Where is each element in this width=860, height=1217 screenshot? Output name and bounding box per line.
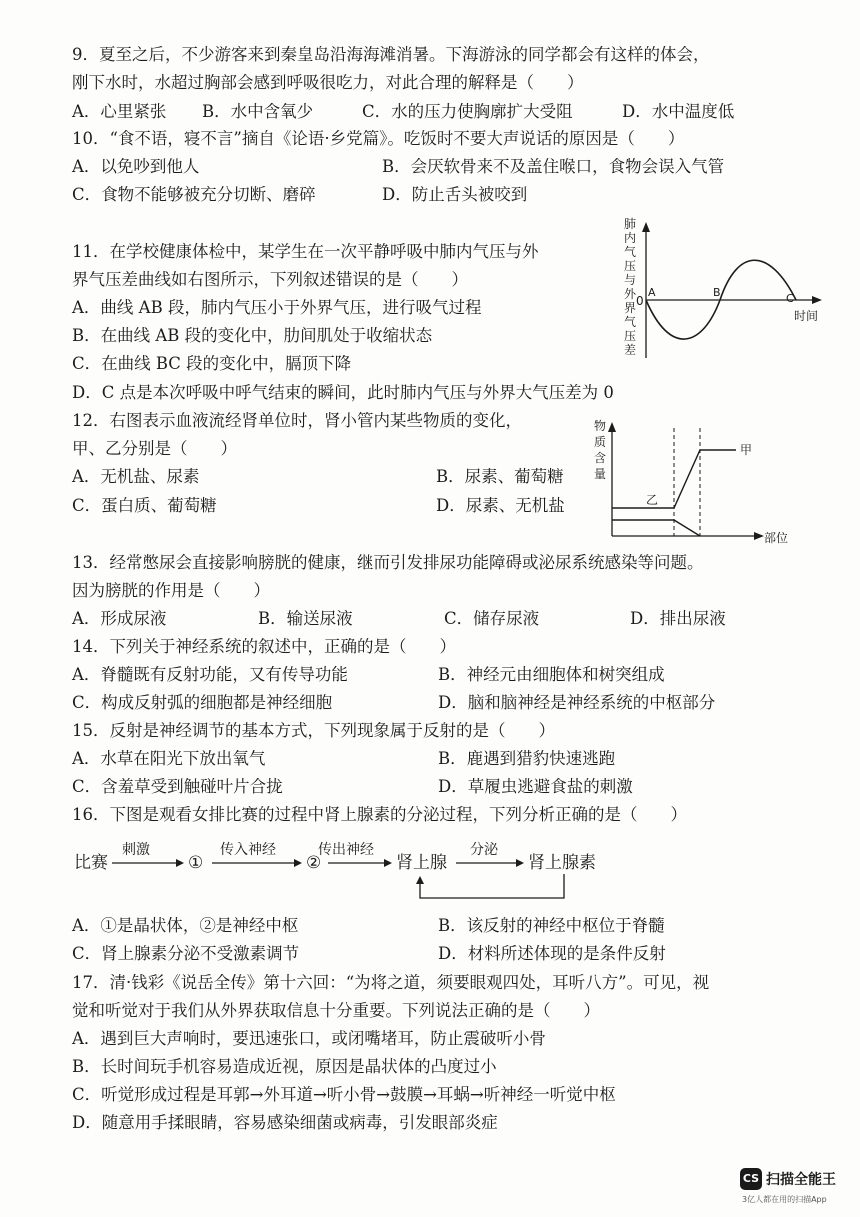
scanner-app-name: 扫描全能王 — [766, 1172, 836, 1188]
q14-stem: 14．下列关于神经系统的叙述中，正确的是（ ） — [72, 637, 456, 656]
q12-ylabel-c2: 质 — [594, 435, 607, 449]
q12-label-jia: 甲 — [740, 443, 753, 457]
q11-point-a: A — [648, 286, 656, 299]
q17-stem-line1: 17．清·钱彩《说岳全传》第十六回：“为将之道，须要眼观四处，耳听八方”。可见，视 — [72, 973, 710, 992]
q11-pressure-chart — [610, 208, 830, 368]
q10-option-b: B．会厌软骨来不及盖住喉口，食物会误入气管 — [382, 157, 725, 176]
q10-option-d: D．防止舌头被咬到 — [382, 185, 528, 204]
q9-option-c: C．水的压力使胸廓扩大受阻 — [362, 102, 573, 121]
flow-stimulus-label: 刺激 — [122, 842, 150, 858]
q16-option-a: A．①是晶状体，②是神经中枢 — [72, 916, 299, 935]
q16-option-b: B．该反射的神经中枢位于脊髓 — [438, 916, 665, 935]
q11-zero-label: 0 — [636, 294, 644, 308]
q14-option-c: C．构成反射弧的细胞都是神经细胞 — [72, 693, 333, 712]
q13-stem-line2: 因为膀胱的作用是（ ） — [72, 581, 270, 600]
q15-option-c: C．含羞草受到触碰叶片合拢 — [72, 777, 283, 796]
q13-option-b: B．输送尿液 — [258, 609, 353, 628]
flow-arrowhead-2 — [294, 859, 302, 867]
q12-option-a: A．无机盐、尿素 — [72, 467, 200, 486]
q9-option-d: D．水中温度低 — [622, 102, 735, 121]
q14-option-a: A．脊髓既有反射功能，又有传导功能 — [72, 665, 348, 684]
q12-option-b: B．尿素、葡萄糖 — [436, 467, 564, 486]
scanner-tagline: 3亿人都在用的扫描App — [742, 1195, 827, 1204]
q12-kidney-chart — [588, 412, 810, 552]
q11-xlabel: 时间 — [794, 309, 819, 323]
q16-stem: 16．下图是观看女排比赛的过程中肾上腺素的分泌过程，下列分析正确的是（ ） — [72, 805, 687, 824]
q11-option-d: D．C 点是本次呼吸中呼气结束的瞬间，此时肺内气压与外界大气压差为 0 — [72, 383, 614, 402]
q11-stem-line2: 界气压差曲线如右图所示，下列叙述错误的是（ ） — [72, 270, 468, 289]
q9-stem-line2: 刚下水时，水超过胸部会感到呼吸很吃力，对此合理的解释是（ ） — [72, 73, 584, 92]
flow-arrowhead-1 — [176, 859, 184, 867]
q12-xlabel: 部位 — [764, 531, 789, 545]
q12-series-yi — [612, 520, 700, 536]
q10-option-c: C．食物不能够被充分切断、磨碎 — [72, 185, 316, 204]
scanner-watermark — [740, 1168, 850, 1208]
q17-option-a: A．遇到巨大声响时，要迅速张口，或闭嘴堵耳，防止震破听小骨 — [72, 1029, 546, 1048]
q15-option-d: D．草履虫逃避食盐的刺激 — [438, 777, 633, 796]
q12-stem-line2: 甲、乙分别是（ ） — [72, 439, 237, 458]
q14-option-b: B．神经元由细胞体和树突组成 — [438, 665, 665, 684]
flow-afferent-label: 传入神经 — [220, 842, 276, 858]
q13-stem-line1: 13．经常憋尿会直接影响膀胱的健康，继而引发排尿功能障碍或泌尿系统感染等问题。 — [72, 553, 704, 572]
flow-efferent-label: 传出神经 — [318, 842, 374, 858]
q17-option-b: B．长时间玩手机容易造成近视，原因是晶状体的凸度过小 — [72, 1057, 497, 1076]
q17-stem-line2: 觉和听觉对于我们从外界获取信息十分重要。下列说法正确的是（ ） — [72, 1001, 600, 1020]
q11-ylabel-c8: 气 — [624, 315, 637, 329]
q11-point-b: B — [713, 286, 721, 299]
q10-option-a: A．以免吵到他人 — [72, 157, 200, 176]
q11-ylabel-c3: 气 — [624, 245, 637, 259]
q13-option-c: C．储存尿液 — [444, 609, 540, 628]
q17-option-c: C．听觉形成过程是耳郭→外耳道→听小骨→鼓膜→耳蜗→听神经一听觉中枢 — [72, 1085, 616, 1104]
scanner-logo-icon: CS — [740, 1168, 762, 1190]
flow-gland: 肾上腺 — [396, 853, 447, 873]
q11-option-a: A．曲线 AB 段，肺内气压小于外界气压，进行吸气过程 — [72, 298, 482, 317]
q12-stem-line1: 12．右图表示血液流经肾单位时，肾小管内某些物质的变化， — [72, 411, 522, 430]
q11-chart-ylabel — [624, 216, 640, 357]
q11-ylabel-c6: 外 — [624, 287, 637, 301]
q12-option-d: D．尿素、无机盐 — [436, 496, 565, 515]
q15-stem: 15．反射是神经调节的基本方式，下列现象属于反射的是（ ） — [72, 721, 555, 740]
flow-arrowhead-3 — [384, 859, 392, 867]
q15-option-a: A．水草在阳光下放出氧气 — [72, 749, 266, 768]
q11-point-c: C — [786, 292, 794, 305]
q13-option-a: A．形成尿液 — [72, 609, 167, 628]
q12-ylabel-c4: 量 — [594, 467, 607, 481]
q11-x-arrow — [812, 296, 822, 304]
q9-option-a: A．心里紧张 — [72, 102, 167, 121]
q9-stem-line1: 9．夏至之后，不少游客来到秦皇岛沿海海滩消暑。下海游泳的同学都会有这样的体会， — [72, 45, 710, 64]
q17-option-d: D．随意用手揉眼睛，容易感染细菌或病毒，引发眼部炎症 — [72, 1113, 498, 1132]
q12-chart-ylabel — [594, 418, 610, 481]
q12-label-yi: 乙 — [646, 493, 659, 507]
q10-stem: 10．“食不语，寝不言”摘自《论语·乡党篇》。吃饭时不要大声说话的原因是（ ） — [72, 129, 685, 148]
flow-node-2: ② — [306, 853, 322, 873]
q15-option-b: B．鹿遇到猎豹快速逃跑 — [438, 749, 616, 768]
q11-ylabel-c5: 与 — [624, 273, 637, 287]
q16-option-d: D．材料所述体现的是条件反射 — [438, 944, 666, 963]
flow-feedback-line — [420, 874, 564, 898]
q11-stem-line1: 11．在学校健康体检中，某学生在一次平静呼吸中肺内气压与外 — [72, 242, 539, 261]
flow-hormone: 肾上腺素 — [528, 853, 596, 873]
q11-option-b: B．在曲线 AB 段的变化中，肋间肌处于收缩状态 — [72, 326, 433, 345]
q11-option-c: C．在曲线 BC 段的变化中，膈顶下降 — [72, 354, 352, 373]
q11-y-arrow — [642, 222, 650, 232]
q11-ylabel-c10: 差 — [624, 343, 637, 357]
flow-node-1: ① — [188, 853, 204, 873]
q13-option-d: D．排出尿液 — [630, 609, 726, 628]
q12-ylabel-c1: 物 — [594, 419, 607, 433]
q14-option-d: D．脑和脑神经是神经系统的中枢部分 — [438, 693, 716, 712]
q11-ylabel-c2: 内 — [624, 231, 637, 245]
q11-ylabel-c4: 压 — [624, 259, 637, 273]
q11-ylabel-c7: 界 — [624, 301, 637, 315]
q12-x-arrow — [754, 532, 764, 540]
q16-flow-diagram — [70, 838, 630, 910]
q16-option-c: C．肾上腺素分泌不受激素调节 — [72, 944, 300, 963]
q12-option-c: C．蛋白质、葡萄糖 — [72, 496, 217, 515]
flow-match: 比赛 — [74, 853, 108, 873]
q11-ylabel-c1: 肺 — [624, 217, 637, 231]
q11-ylabel-c9: 压 — [624, 329, 637, 343]
flow-feedback-arrowhead — [416, 876, 424, 884]
flow-arrowhead-4 — [516, 859, 524, 867]
q9-option-b: B．水中含氧少 — [202, 102, 314, 121]
q12-ylabel-c3: 含 — [594, 451, 607, 465]
flow-secrete-label: 分泌 — [470, 842, 498, 858]
